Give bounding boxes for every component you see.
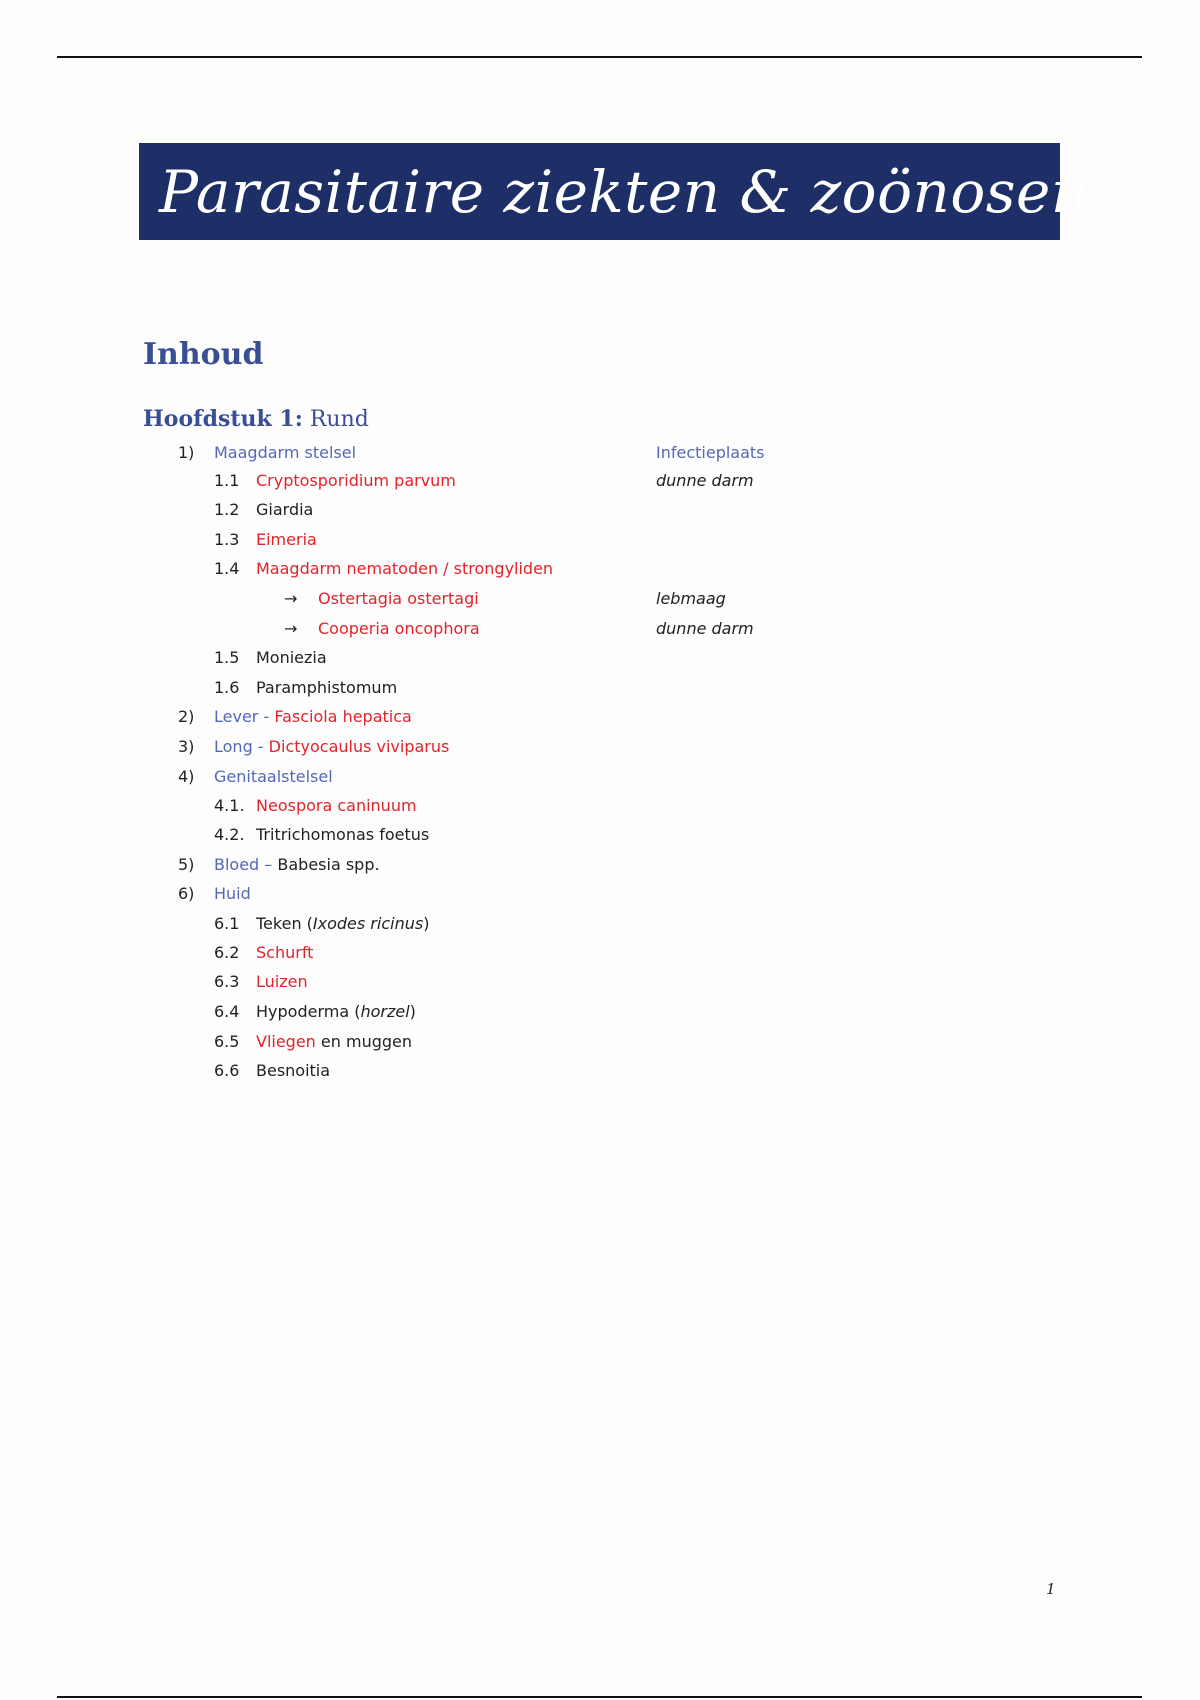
parasite-name: Dictyocaulus viviparus (268, 737, 450, 756)
entry-number: 4.2. (214, 825, 245, 844)
entry-number: 4.1. (214, 796, 245, 815)
entry-number: 1.4 (214, 559, 240, 578)
entry-number: 2) (178, 707, 195, 726)
organ-label: Lever (214, 707, 259, 726)
toc-entry[interactable] (0, 881, 1200, 907)
separator: - (252, 737, 269, 756)
entry-title: Cryptosporidium parvum (256, 471, 456, 490)
entry-title: Besnoitia (256, 1061, 331, 1080)
parasite-name: Fasciola hepatica (274, 707, 412, 726)
infection-site: dunne darm (656, 471, 754, 490)
toc-entry[interactable] (0, 586, 1200, 612)
entry-title: Ostertagia ostertagi (318, 589, 479, 608)
toc-entry[interactable] (0, 468, 1200, 494)
infection-site: lebmaag (656, 589, 726, 608)
entry-number: 1.2 (214, 500, 240, 519)
separator: – (259, 855, 278, 874)
chapter-prefix: Hoofdstuk 1: (143, 406, 303, 432)
entry-title: Tritrichomonas foetus (256, 825, 430, 844)
toc-entry[interactable] (0, 497, 1200, 523)
document-title: Parasitaire ziekten & zoönosen (159, 157, 1089, 226)
entry-rest: en muggen (315, 1032, 413, 1051)
close-paren: ) (409, 1002, 416, 1021)
entry-title: Paramphistomum (256, 678, 398, 697)
arrow-icon: → (284, 619, 298, 638)
entry-number: 6.3 (214, 972, 240, 991)
latin-name: Ixodes ricinus (312, 914, 424, 933)
toc-entry[interactable] (0, 675, 1200, 701)
close-paren: ) (423, 914, 430, 933)
toc-entry[interactable] (0, 822, 1200, 848)
entry-number: 6.2 (214, 943, 240, 962)
toc-heading: Inhoud (143, 337, 264, 372)
entry-title: Genitaalstelsel (214, 767, 333, 786)
entry-title (256, 911, 429, 937)
entry-title: Cooperia oncophora (318, 619, 480, 638)
toc-entry[interactable] (0, 940, 1200, 966)
footer-rule (57, 1696, 1142, 1698)
entry-number: 1.5 (214, 648, 240, 667)
entry-title: Luizen (256, 972, 308, 991)
entry-title: Eimeria (256, 530, 317, 549)
entry-title: Neospora caninuum (256, 796, 417, 815)
entry-title: Giardia (256, 500, 314, 519)
entry-number: 6) (178, 884, 195, 903)
infection-site-header: Infectieplaats (656, 443, 765, 462)
chapter-name: Rund (302, 407, 369, 432)
entry-number: 1.3 (214, 530, 240, 549)
entry-text: Vliegen (256, 1032, 316, 1051)
toc-entry[interactable] (0, 645, 1200, 671)
page-number: 1 (1046, 1580, 1056, 1598)
entry-text: Hypoderma ( (256, 1002, 361, 1021)
entry-title (256, 999, 416, 1025)
toc-entry[interactable] (0, 911, 1200, 937)
entry-number: 1.6 (214, 678, 240, 697)
toc-entry[interactable] (0, 793, 1200, 819)
toc-entry[interactable] (0, 764, 1200, 790)
toc-entry[interactable] (0, 1029, 1200, 1055)
entry-title: Huid (214, 884, 251, 903)
entry-title: Moniezia (256, 648, 327, 667)
entry-number: 4) (178, 767, 195, 786)
entry-title (214, 704, 412, 730)
toc-entry[interactable] (0, 440, 1200, 466)
entry-number: 1) (178, 443, 195, 462)
toc-entry[interactable] (0, 616, 1200, 642)
toc-entry[interactable] (0, 1058, 1200, 1084)
entry-title (214, 734, 449, 760)
toc-entry[interactable] (0, 734, 1200, 760)
entry-number: 3) (178, 737, 195, 756)
entry-number: 6.4 (214, 1002, 240, 1021)
entry-number: 6.6 (214, 1061, 240, 1080)
latin-name: horzel (360, 1002, 410, 1021)
entry-number: 6.1 (214, 914, 240, 933)
toc-entry[interactable] (0, 556, 1200, 582)
toc-entry[interactable] (0, 969, 1200, 995)
entry-title: Schurft (256, 943, 314, 962)
separator: - (258, 707, 275, 726)
entry-number: 5) (178, 855, 195, 874)
entry-title (256, 1029, 412, 1055)
entry-title: Maagdarm stelsel (214, 443, 357, 462)
entry-number: 1.1 (214, 471, 240, 490)
infection-site: dunne darm (656, 619, 754, 638)
organ-label: Bloed (214, 855, 260, 874)
parasite-name: Babesia spp. (277, 855, 380, 874)
entry-text: Teken ( (256, 914, 313, 933)
toc-entry[interactable] (0, 527, 1200, 553)
entry-number: 6.5 (214, 1032, 240, 1051)
organ-label: Long (214, 737, 253, 756)
entry-title: Maagdarm nematoden / strongyliden (256, 559, 554, 578)
toc-entry[interactable] (0, 704, 1200, 730)
entry-title (214, 852, 380, 878)
toc-entry[interactable] (0, 999, 1200, 1025)
toc-entry[interactable] (0, 852, 1200, 878)
arrow-icon: → (284, 589, 298, 608)
